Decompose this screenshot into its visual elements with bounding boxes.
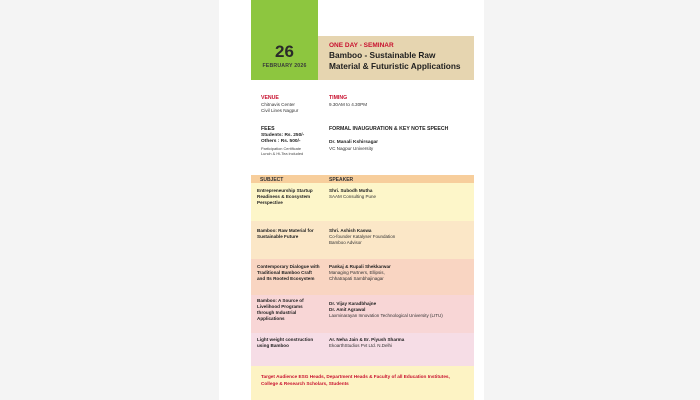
speaker-name: Shri. Ashish Kaswa [329, 228, 372, 233]
event-month: FEBRUARY 2026 [262, 63, 307, 69]
speaker-affiliation-2: Chhatrapati Sambhajinagar [329, 276, 384, 281]
timing-value: 9.30AM to 4.30PM [329, 102, 368, 107]
speaker-header: SPEAKER [329, 176, 354, 183]
venue-label: VENUE [261, 95, 279, 101]
speaker-name: Ar. Neha Jain & Er. Piyush Sharma [329, 337, 405, 342]
speaker-affiliation: Managing Partners, Ellipsis, [329, 270, 385, 275]
row-speaker [329, 337, 469, 349]
row-speaker [329, 301, 469, 319]
inauguration-affiliation: VC Nagpur University [329, 146, 374, 151]
event-day: 26 [275, 42, 294, 61]
table-row [251, 333, 474, 366]
table-row [251, 259, 474, 295]
speaker-name: Shri. Subodh Mutha [329, 188, 373, 193]
row-subject: Bamboo: Raw Material for Sustainable Future [257, 228, 314, 239]
table-row [251, 221, 474, 259]
venue-line2: Civil Lines Nagpur [261, 108, 299, 113]
venue-line1: Chitnavis Center [261, 102, 295, 107]
inauguration-label: FORMAL INAUGURATION & KEY NOTE SPEECH [329, 126, 449, 132]
speaker-affiliation: Co-founder Katalyser Foundation [329, 234, 396, 239]
table-header [251, 175, 474, 183]
inauguration-speaker: Dr. Manali Kshirsagar [329, 140, 379, 145]
speaker-name: Pankaj & Rupali Shekkarwar [329, 264, 391, 269]
event-kicker: ONE DAY - SEMINAR [329, 42, 394, 49]
fees-note1: Participation Certificate [261, 146, 302, 151]
fees-students: Students: Rs. 250/- [261, 133, 305, 138]
subject-header: SUBJECT [260, 176, 284, 183]
title-box [318, 36, 474, 80]
target-audience-box [251, 366, 474, 400]
speaker-affiliation: Laxminarayan Innovation Technological University (LITU) [329, 313, 443, 318]
table-row [251, 295, 474, 333]
fees-note2: Lunch & Hi-Tea included [261, 151, 304, 156]
row-speaker [329, 264, 469, 282]
fees-label: FEES [261, 126, 275, 132]
row-subject: Light weight construction using Bamboo [257, 337, 314, 348]
table-row [251, 183, 474, 221]
seminar-flyer [219, 0, 484, 400]
speaker-affiliation-2: Bamboo Advisor [329, 240, 362, 245]
row-subject: Contemporary Dialogue with Traditional Bamboo Craft and Its Rooted Ecosystem [257, 264, 320, 281]
speaker-name-2: Dr. Amit Agrawal [329, 307, 366, 312]
event-title: Bamboo - Sustainable Raw Material & Futuristic Applications [329, 50, 461, 71]
row-subject: Entrepreneurship Startup Readiness & Ecosystem Perspective [257, 188, 313, 205]
row-speaker [329, 228, 469, 246]
fees-others: Others : Rs. 500/- [261, 139, 301, 144]
speaker-affiliation: SAAM Consulting Pune [329, 194, 377, 199]
date-box [251, 0, 318, 80]
row-subject: Bamboo: A Source of Livelihood Programs through Industrial Applications [257, 298, 304, 321]
row-speaker [329, 188, 469, 200]
timing-label: TIMING [329, 95, 348, 101]
speaker-affiliation: EkoarthStudios Pvt Ltd. N.Delhi [329, 343, 393, 348]
target-audience: Target Audience ESG Heads, Department Heads & Faculty of all Education Institutes, College & Research Scholars, Students [261, 374, 450, 386]
speaker-name: Dr. Vijay Karadbhajne [329, 301, 377, 306]
